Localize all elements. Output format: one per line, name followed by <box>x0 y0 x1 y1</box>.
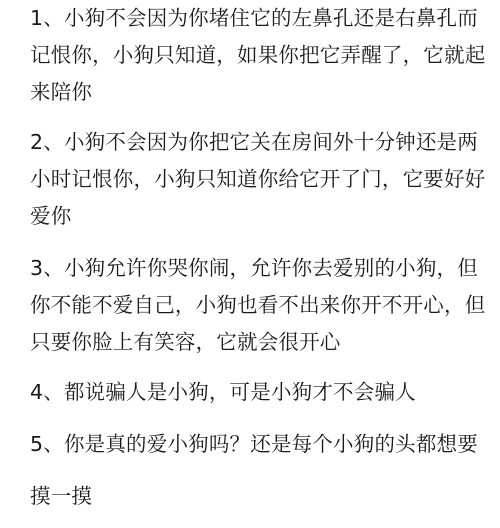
paragraph-3-line-3: 只要你脸上有笑容，它就会很开心 <box>30 330 341 354</box>
paragraph-1-line-2: 记恨你，小狗只知道，如果你把它弄醒了，它就起 <box>30 43 486 67</box>
paragraph-6-line-1: 摸一摸 <box>30 484 93 508</box>
paragraph-3-line-1: 3、小狗允许你哭你闹，允许你去爱别的小狗，但 <box>30 256 478 280</box>
paragraph-5-line-1: 5、你是真的爱小狗吗？还是每个小狗的头都想要 <box>30 432 478 456</box>
paragraph-1-line-3: 来陪你 <box>30 80 93 104</box>
paragraph-2-line-2: 小时记恨你，小狗只知道你给它开了门，它要好好 <box>30 167 486 191</box>
paragraph-2-line-3: 爱你 <box>30 204 72 228</box>
paragraph-3-line-2: 你不能不爱自己，小狗也看不出来你开不开心，但 <box>30 293 486 317</box>
paragraph-1-line-1: 1、小狗不会因为你堵住它的左鼻孔还是右鼻孔而 <box>30 6 478 30</box>
paragraph-4-line-1: 4、都说骗人是小狗，可是小狗才不会骗人 <box>30 380 416 404</box>
paragraph-2-line-1: 2、小狗不会因为你把它关在房间外十分钟还是两 <box>30 130 478 154</box>
